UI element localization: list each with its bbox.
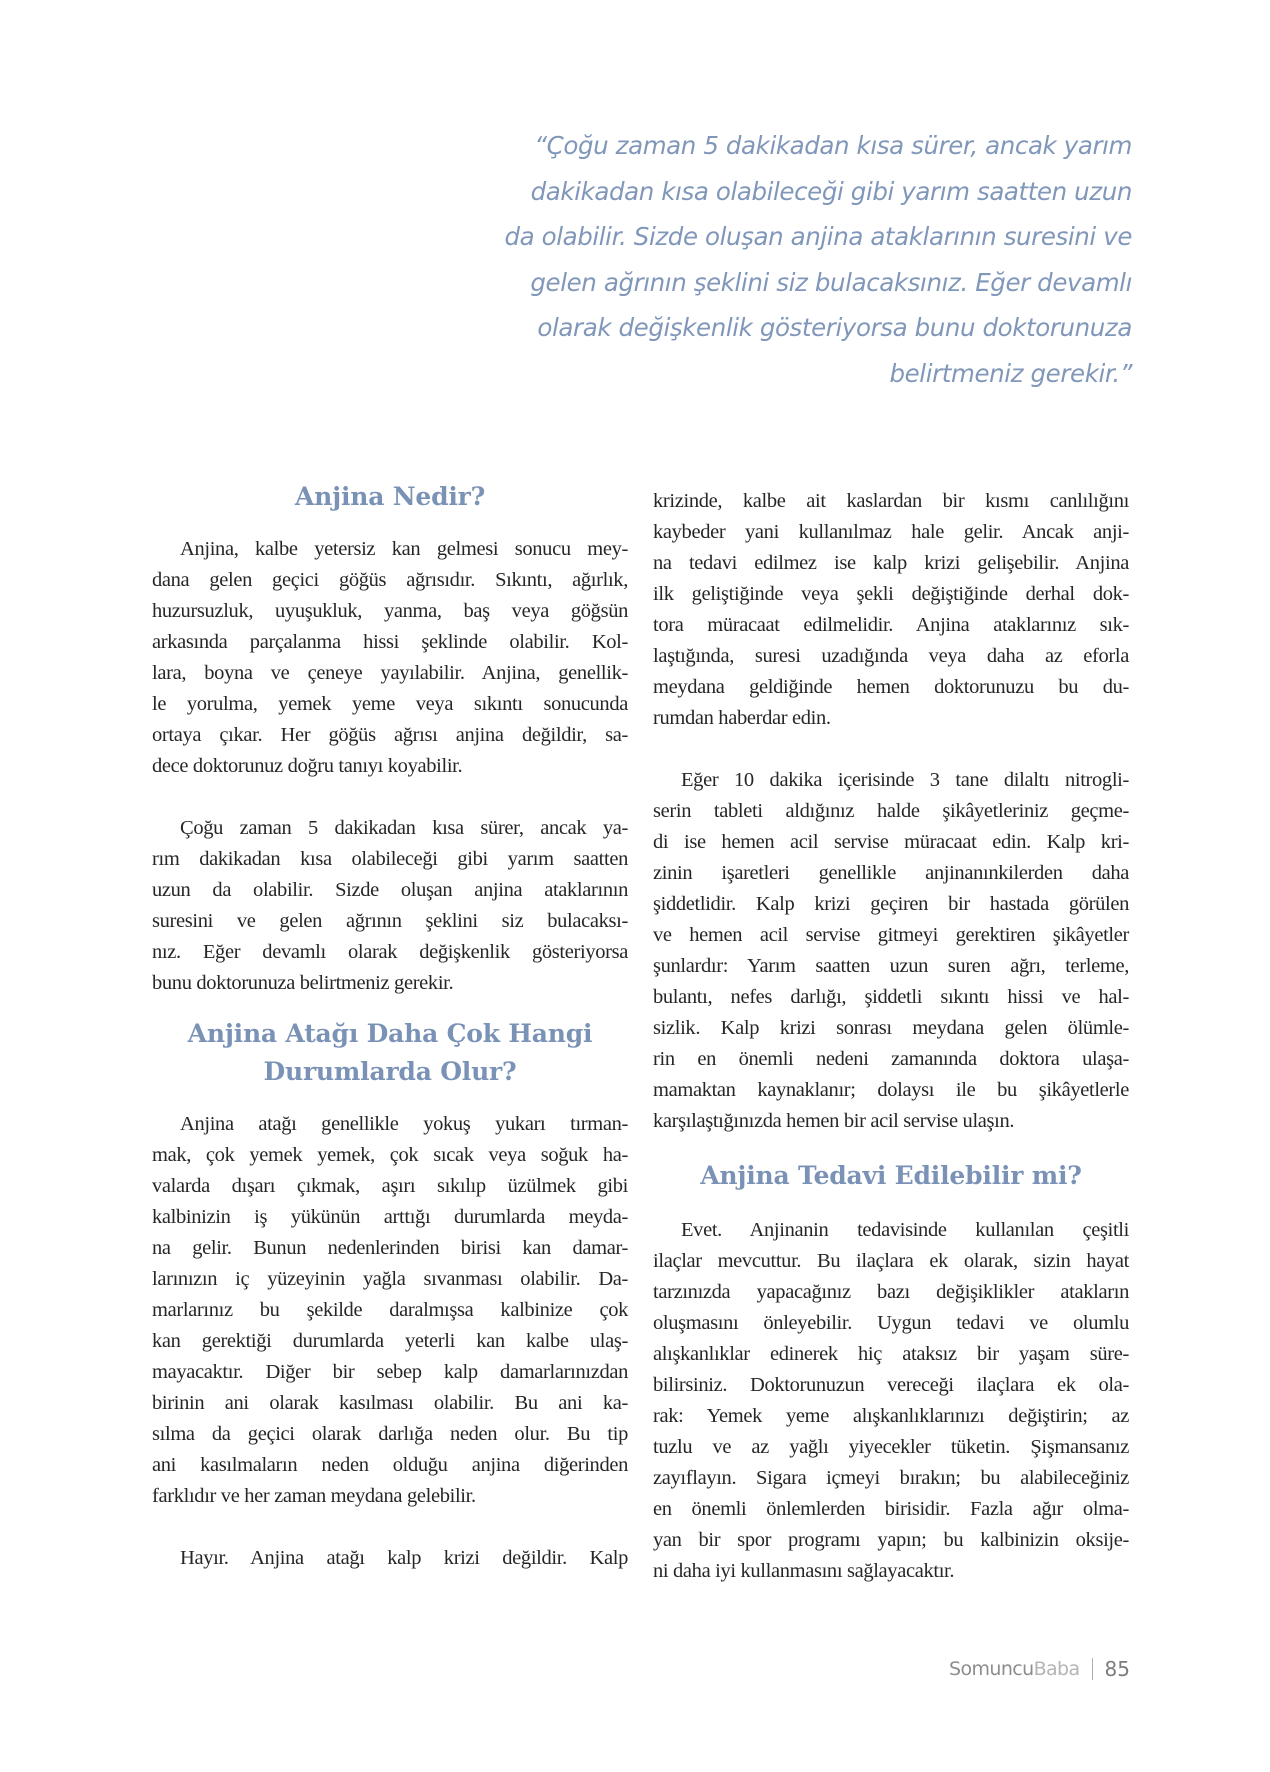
text-line: marlarınız bu şekilde daralmışsa kalbinize çok bbox=[152, 1299, 628, 1321]
text-line: uzun da olabilir. Sizde oluşan anjina ataklarının bbox=[152, 879, 628, 901]
text-line: sizlik. Kalp krizi sonrası meydana gelen ölümle- bbox=[653, 1017, 1129, 1039]
text-line: mamaktan kaynaklanır; dolaysı ile bu şikâyetlerle bbox=[653, 1079, 1129, 1101]
text-line: ani kasılmaların neden olduğu anjina diğerinden bbox=[152, 1454, 628, 1476]
text-line: zinin işaretleri genellikle anjinanınkilerden daha bbox=[653, 862, 1129, 884]
paragraph bbox=[653, 486, 1129, 734]
text-line: bulantı, nefes darlığı, şiddetli sıkıntı hissi ve hal- bbox=[653, 986, 1129, 1008]
text-line: laştığında, suresi uzadığında veya daha az eforla bbox=[653, 645, 1129, 667]
text-line: yan bir spor programı yapın; bu kalbinizin oksije- bbox=[653, 1529, 1129, 1551]
paragraph bbox=[653, 1215, 1129, 1587]
text-line: bilirsiniz. Doktorunuzun vereceği ilaçlara ek ola- bbox=[653, 1374, 1129, 1396]
text-line: kaybeder yani kullanılmaz hale gelir. Ancak anji- bbox=[653, 521, 1129, 543]
text-line: sılma da geçici olarak darlığa neden olur. Bu tip bbox=[152, 1423, 628, 1445]
heading-text: Anjina Atağı Daha Çok Hangi bbox=[187, 1019, 593, 1048]
quote-line: belirtmeniz gerekir.” bbox=[889, 358, 1132, 388]
text-line: farklıdır ve her zaman meydana gelebilir. bbox=[152, 1485, 476, 1507]
text-line: Anjina, kalbe yetersiz kan gelmesi sonucu mey- bbox=[180, 538, 628, 560]
text-line: rım dakikadan kısa olabileceği gibi yarım saatten bbox=[152, 848, 628, 870]
text-line: dece doktorunuz doğru tanıyı koyabilir. bbox=[152, 755, 463, 777]
paragraph bbox=[653, 765, 1129, 1137]
text-line: arkasında parçalanma hissi şeklinde olabilir. Kol- bbox=[152, 631, 628, 653]
text-line: Çoğu zaman 5 dakikadan kısa sürer, ancak ya- bbox=[180, 817, 628, 839]
section-heading-anjina-atagi bbox=[152, 1015, 628, 1091]
quote-line: “Çoğu zaman 5 dakikadan kısa sürer, ancak yarım bbox=[534, 131, 1132, 160]
left-column bbox=[152, 478, 628, 1605]
right-column bbox=[653, 486, 1129, 1618]
heading-text: Anjina Nedir? bbox=[294, 482, 486, 511]
text-line: le yorulma, yemek yeme veya sıkıntı sonucunda bbox=[152, 693, 628, 715]
text-line: nız. Eğer devamlı olarak değişkenlik gösteriyorsa bbox=[152, 941, 628, 963]
paragraph bbox=[152, 534, 628, 782]
text-line: kalbinizin iş yükünün arttığı durumlarda meyda- bbox=[152, 1206, 628, 1228]
text-line: zayıflayın. Sigara içmeyi bırakın; bu alabileceğiniz bbox=[653, 1467, 1129, 1489]
text-line: meydana geldiğinde hemen doktorunuzu bu du- bbox=[653, 676, 1129, 698]
text-line: larınızın iç yüzeyinin yağla sıvanması olabilir. Da- bbox=[152, 1268, 628, 1290]
text-line: krizinde, kalbe ait kaslardan bir kısmı canlılığını bbox=[653, 490, 1129, 512]
heading-text: Anjina Tedavi Edilebilir mi? bbox=[700, 1161, 1082, 1190]
text-line: mak, çok yemek yemek, çok sıcak veya soğuk ha- bbox=[152, 1144, 628, 1166]
text-line: ve hemen acil servise gitmeyi gerektiren şikâyetler bbox=[653, 924, 1129, 946]
text-line: lara, boyna ve çeneye yayılabilir. Anjina, genellik- bbox=[152, 662, 628, 684]
text-line: alışkanlıklar edinerek hiç ataksız bir yaşam süre- bbox=[653, 1343, 1129, 1365]
text-line: ni daha iyi kullanmasını sağlayacaktır. bbox=[653, 1560, 955, 1582]
text-line: ilaçlar mevcuttur. Bu ilaçlara ek olarak, sizin hayat bbox=[653, 1250, 1129, 1272]
text-line: Eğer 10 dakika içerisinde 3 tane dilaltı nitrogli- bbox=[681, 769, 1129, 791]
text-line: Hayır. Anjina atağı kalp krizi değildir. Kalp bbox=[180, 1547, 628, 1569]
section-heading-anjina-nedir bbox=[152, 478, 628, 516]
text-line: rak: Yemek yeme alışkanlıklarınızı değiştirin; az bbox=[653, 1405, 1129, 1427]
section-heading-tedavi bbox=[653, 1157, 1129, 1195]
text-line: di ise hemen acil servise müracaat edin. Kalp kri- bbox=[653, 831, 1129, 853]
text-line: en önemli önlemlerden birisidir. Fazla ağır olma- bbox=[653, 1498, 1129, 1520]
quote-line: gelen ağrının şeklini siz bulacaksınız. Eğer devamlı bbox=[530, 267, 1132, 297]
quote-line: da olabilir. Sizde oluşan anjina ataklarının suresini ve bbox=[504, 222, 1132, 252]
text-line: huzursuzluk, uyuşukluk, yanma, baş veya göğsün bbox=[152, 600, 628, 622]
pull-quote bbox=[500, 123, 1132, 397]
text-line: oluşmasını önleyebilir. Uygun tedavi ve olumlu bbox=[653, 1312, 1129, 1334]
text-line: ilk geliştiğinde veya şekli değiştiğinde derhal dok- bbox=[653, 583, 1129, 605]
text-line: karşılaştığınızda hemen bir acil servise ulaşın. bbox=[653, 1110, 1015, 1132]
text-line: suresini ve gelen ağrının şeklini siz bulacaksı- bbox=[152, 910, 628, 932]
text-line: kan gerektiği durumlarda yeterli kan kalbe ulaş- bbox=[152, 1330, 628, 1352]
paragraph bbox=[152, 813, 628, 999]
paragraph bbox=[152, 1543, 628, 1574]
text-line: tuzlu ve az yağlı yiyecekler tüketin. Şişmansanız bbox=[653, 1436, 1129, 1458]
text-line: ortaya çıkar. Her göğüs ağrısı anjina değildir, sa- bbox=[152, 724, 628, 746]
text-line: şiddetlidir. Kalp krizi geçiren bir hastada görülen bbox=[653, 893, 1129, 915]
quote-line: dakikadan kısa olabileceği gibi yarım saatten uzun bbox=[530, 176, 1132, 206]
text-line: Anjina atağı genellikle yokuş yukarı tırman- bbox=[180, 1113, 628, 1135]
page-footer bbox=[949, 1657, 1130, 1681]
text-line: serin tableti aldığınız halde şikâyetleriniz geçme- bbox=[653, 800, 1129, 822]
text-line: tora müracaat edilmelidir. Anjina ataklarınız sık- bbox=[653, 614, 1129, 636]
text-line: bunu doktorunuza belirtmeniz gerekir. bbox=[152, 972, 454, 994]
text-line: na tedavi edilmez ise kalp krizi gelişebilir. Anjina bbox=[653, 552, 1129, 574]
brand-name-part1: Somuncu bbox=[948, 1658, 1034, 1680]
text-line: birinin ani olarak kasılması olabilir. Bu ani ka- bbox=[152, 1392, 628, 1414]
text-line: şunlardır: Yarım saatten uzun suren ağrı, terleme, bbox=[653, 955, 1129, 977]
text-line: na gelir. Bunun nedenlerinden birisi kan damar- bbox=[152, 1237, 628, 1259]
text-line: tarzınızda yapacağınız bazı değişiklikler atakların bbox=[653, 1281, 1129, 1303]
page-number: 85 bbox=[1104, 1657, 1130, 1681]
text-line: rin en önemli nedeni zamanında doktora ulaşa- bbox=[653, 1048, 1129, 1070]
heading-text: Durumlarda Olur? bbox=[263, 1057, 517, 1086]
text-line: dana gelen geçici göğüs ağrısıdır. Sıkıntı, ağırlık, bbox=[152, 569, 628, 591]
footer-divider bbox=[1092, 1658, 1093, 1680]
text-line: Evet. Anjinanin tedavisinde kullanılan çeşitli bbox=[681, 1219, 1129, 1241]
text-line: mayacaktır. Diğer bir sebep kalp damarlarınızdan bbox=[152, 1361, 628, 1383]
quote-line: olarak değişkenlik gösteriyorsa bunu doktorunuza bbox=[537, 313, 1132, 343]
paragraph bbox=[152, 1109, 628, 1512]
text-line: valarda dışarı çıkmak, aşırı sıkılıp üzülmek gibi bbox=[152, 1175, 628, 1197]
brand-name-part2: Baba bbox=[1033, 1658, 1080, 1680]
text-line: rumdan haberdar edin. bbox=[653, 707, 831, 729]
